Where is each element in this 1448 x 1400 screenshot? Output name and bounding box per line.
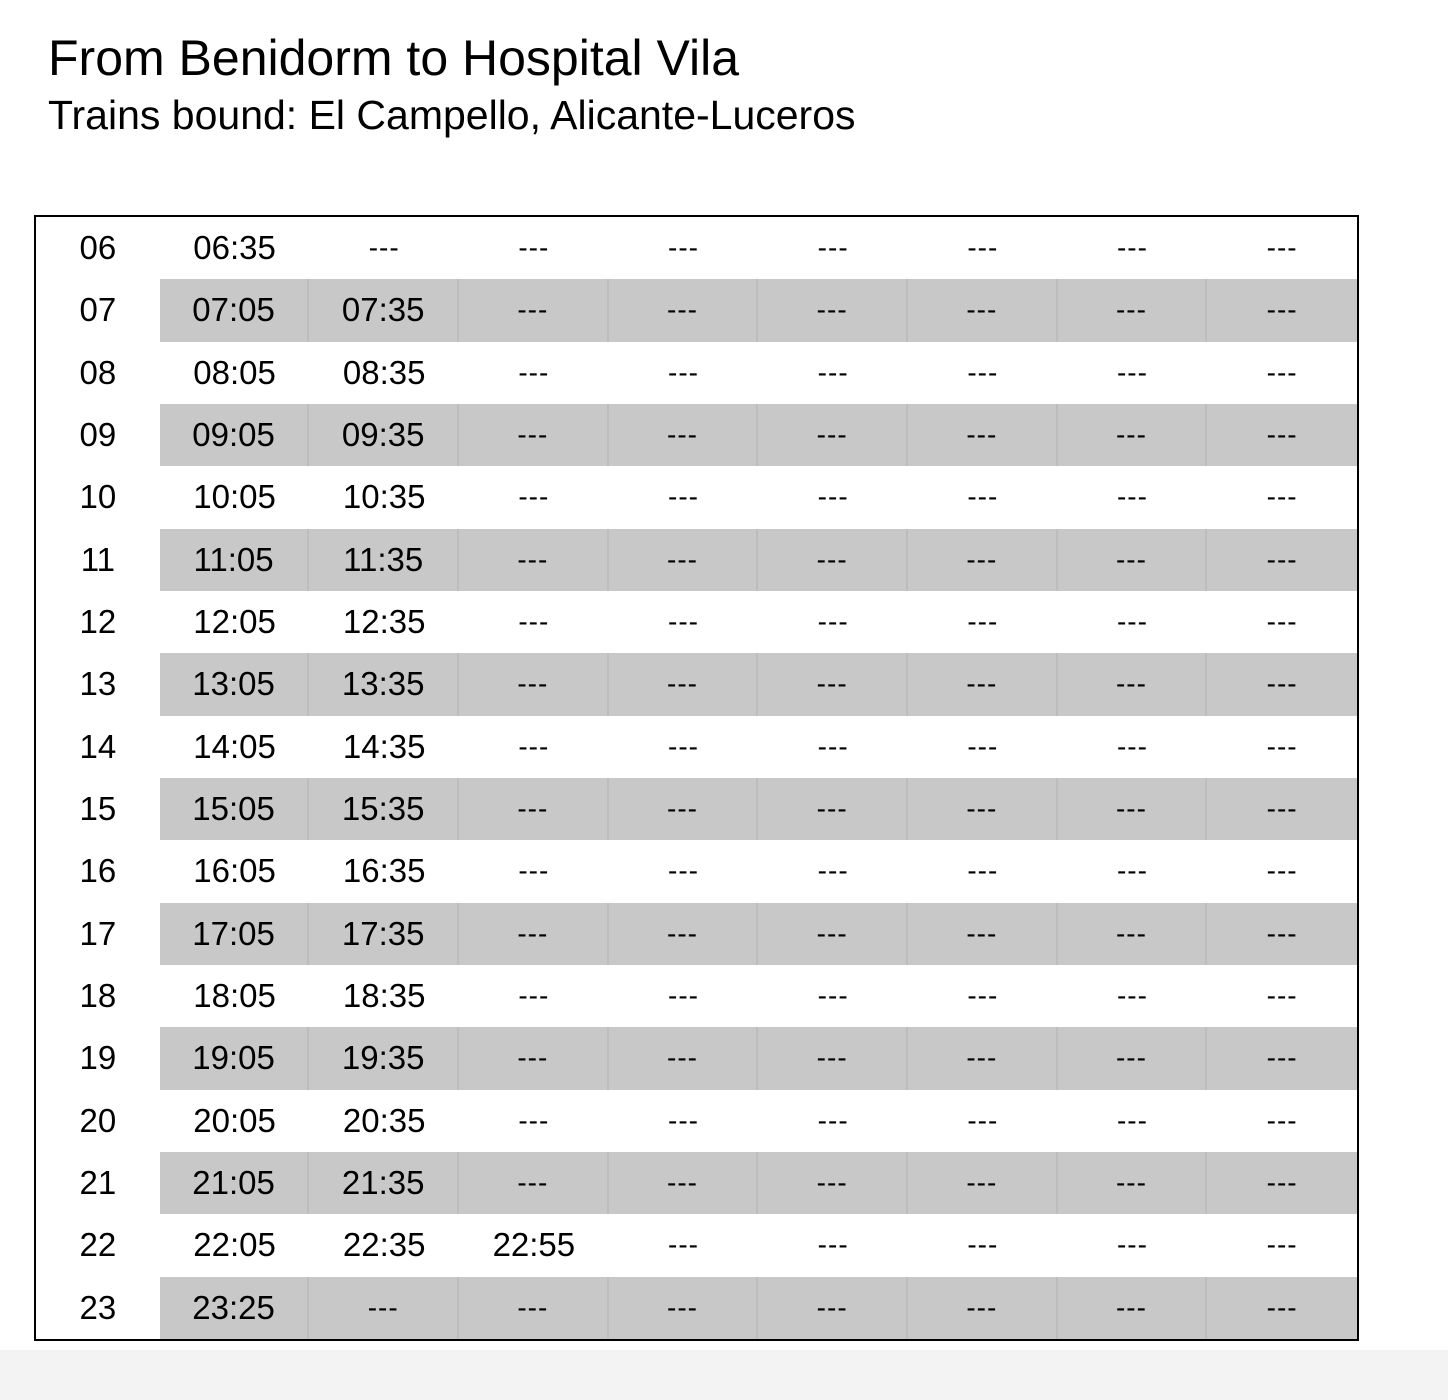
empty-time-cell: --- bbox=[1207, 404, 1357, 466]
empty-time-cell: --- bbox=[609, 778, 759, 840]
empty-time-cell: --- bbox=[668, 232, 699, 264]
departure-time-cell: 14:35 bbox=[342, 727, 426, 765]
empty-time-cell: --- bbox=[908, 279, 1058, 341]
empty-time-cell: --- bbox=[817, 855, 849, 887]
empty-time-cell: --- bbox=[1207, 529, 1357, 591]
page-subtitle: Trains bound: El Campello, Alicante-Luceros bbox=[48, 92, 856, 138]
table-row bbox=[36, 903, 1357, 965]
empty-time-cell: --- bbox=[1266, 232, 1298, 264]
departure-time-cell: 14:05 bbox=[193, 727, 276, 765]
departure-time-cell: 11:05 bbox=[160, 529, 310, 591]
departure-time-cell: 23:25 bbox=[160, 1277, 310, 1339]
departure-time-cell: 17:35 bbox=[309, 903, 459, 965]
empty-time-cell: --- bbox=[817, 980, 849, 1012]
departure-time-cell: 10:35 bbox=[342, 478, 426, 516]
empty-time-cell: --- bbox=[1058, 529, 1208, 591]
empty-time-cell: --- bbox=[908, 903, 1058, 965]
table-row bbox=[36, 591, 1357, 653]
hour-cell: 07 bbox=[79, 291, 117, 329]
empty-time-cell: --- bbox=[518, 730, 550, 762]
hour-cell: 16 bbox=[79, 852, 117, 890]
empty-time-cell: --- bbox=[817, 356, 849, 388]
departure-time-cell: 07:05 bbox=[160, 279, 310, 341]
empty-time-cell: --- bbox=[1266, 730, 1298, 762]
departure-time-cell: 15:05 bbox=[160, 778, 310, 840]
departure-time-cell: 20:05 bbox=[193, 1101, 276, 1139]
departure-time-cell: 12:35 bbox=[342, 603, 426, 641]
empty-time-cell: --- bbox=[459, 1152, 609, 1214]
empty-time-cell: --- bbox=[967, 730, 999, 762]
empty-time-cell: --- bbox=[459, 653, 609, 715]
hour-cell: 13 bbox=[79, 665, 117, 703]
hour-cell: 12 bbox=[79, 603, 117, 641]
departure-time-cell: 22:05 bbox=[193, 1226, 276, 1264]
empty-time-cell: --- bbox=[1207, 279, 1357, 341]
departure-time-cell: 21:35 bbox=[309, 1152, 459, 1214]
empty-time-cell: --- bbox=[1058, 1277, 1208, 1339]
empty-time-cell: --- bbox=[518, 855, 550, 887]
empty-time-cell: --- bbox=[1207, 778, 1357, 840]
empty-time-cell: --- bbox=[817, 1229, 849, 1261]
empty-time-cell: --- bbox=[1116, 980, 1148, 1012]
empty-time-cell: --- bbox=[1058, 778, 1208, 840]
empty-time-cell: --- bbox=[967, 855, 999, 887]
empty-time-cell: --- bbox=[758, 404, 908, 466]
empty-time-cell: --- bbox=[967, 606, 999, 638]
empty-time-cell: --- bbox=[459, 404, 609, 466]
departure-time-cell: 16:05 bbox=[193, 852, 276, 890]
empty-time-cell: --- bbox=[459, 279, 609, 341]
empty-time-cell: --- bbox=[758, 1152, 908, 1214]
empty-time-cell: --- bbox=[817, 232, 849, 264]
hour-cell: 23 bbox=[79, 1288, 117, 1326]
empty-time-cell: --- bbox=[817, 606, 849, 638]
empty-time-cell: --- bbox=[1116, 1229, 1148, 1261]
departure-time-cell: 21:05 bbox=[160, 1152, 310, 1214]
empty-time-cell: --- bbox=[817, 1104, 849, 1136]
empty-time-cell: --- bbox=[1266, 481, 1298, 513]
empty-time-cell: --- bbox=[908, 778, 1058, 840]
departure-time-cell: 16:35 bbox=[342, 852, 426, 890]
empty-time-cell: --- bbox=[967, 1229, 999, 1261]
empty-time-cell: --- bbox=[668, 855, 699, 887]
empty-time-cell: --- bbox=[518, 606, 550, 638]
empty-time-cell: --- bbox=[609, 653, 759, 715]
empty-time-cell: --- bbox=[908, 1277, 1058, 1339]
empty-time-cell: --- bbox=[967, 481, 999, 513]
hour-cell: 20 bbox=[79, 1101, 117, 1139]
empty-time-cell: --- bbox=[967, 232, 999, 264]
table-row bbox=[36, 342, 1357, 404]
table-row bbox=[36, 965, 1357, 1027]
empty-time-cell: --- bbox=[908, 1152, 1058, 1214]
empty-time-cell: --- bbox=[1116, 606, 1148, 638]
empty-time-cell: --- bbox=[518, 232, 550, 264]
empty-time-cell: --- bbox=[1058, 404, 1208, 466]
empty-time-cell: --- bbox=[1116, 1104, 1148, 1136]
empty-time-cell: --- bbox=[609, 404, 759, 466]
table-row bbox=[36, 279, 1357, 341]
departure-time-cell: 18:05 bbox=[193, 977, 276, 1015]
hour-cell: 21 bbox=[79, 1164, 117, 1202]
departure-time-cell: 13:05 bbox=[160, 653, 310, 715]
empty-time-cell: --- bbox=[609, 529, 759, 591]
empty-time-cell: --- bbox=[1058, 903, 1208, 965]
table-row bbox=[36, 778, 1357, 840]
table-row bbox=[36, 466, 1357, 528]
hour-cell: 10 bbox=[79, 478, 117, 516]
table-row bbox=[36, 1152, 1357, 1214]
table-row bbox=[36, 1027, 1357, 1089]
empty-time-cell: --- bbox=[1116, 481, 1148, 513]
departure-time-cell: 17:05 bbox=[160, 903, 310, 965]
empty-time-cell: --- bbox=[908, 404, 1058, 466]
departure-time-cell: 10:05 bbox=[193, 478, 276, 516]
table-row bbox=[36, 404, 1357, 466]
table-row bbox=[36, 529, 1357, 591]
departure-time-cell: 09:05 bbox=[160, 404, 310, 466]
table-row bbox=[36, 653, 1357, 715]
empty-time-cell: --- bbox=[1207, 903, 1357, 965]
table-row bbox=[36, 840, 1357, 902]
empty-time-cell: --- bbox=[1058, 1152, 1208, 1214]
empty-time-cell: --- bbox=[309, 1277, 459, 1339]
departure-time-cell: 09:35 bbox=[309, 404, 459, 466]
empty-time-cell: --- bbox=[668, 980, 699, 1012]
empty-time-cell: --- bbox=[459, 903, 609, 965]
empty-time-cell: --- bbox=[668, 481, 699, 513]
empty-time-cell: --- bbox=[758, 903, 908, 965]
hour-cell: 15 bbox=[79, 790, 117, 828]
hour-cell: 17 bbox=[79, 914, 117, 952]
departure-time-cell: 22:55 bbox=[492, 1226, 576, 1264]
departure-time-cell: 19:05 bbox=[160, 1027, 310, 1089]
table-row bbox=[36, 1090, 1357, 1152]
hour-cell: 08 bbox=[79, 353, 117, 391]
empty-time-cell: --- bbox=[1116, 730, 1148, 762]
departure-time-cell: 18:35 bbox=[342, 977, 426, 1015]
table-row bbox=[36, 716, 1357, 778]
empty-time-cell: --- bbox=[609, 1027, 759, 1089]
empty-time-cell: --- bbox=[1207, 1152, 1357, 1214]
empty-time-cell: --- bbox=[518, 1104, 550, 1136]
empty-time-cell: --- bbox=[908, 653, 1058, 715]
departure-time-cell: 06:35 bbox=[193, 229, 276, 267]
empty-time-cell: --- bbox=[758, 778, 908, 840]
empty-time-cell: --- bbox=[967, 1104, 999, 1136]
hour-cell: 19 bbox=[79, 1039, 117, 1077]
empty-time-cell: --- bbox=[518, 980, 550, 1012]
empty-time-cell: --- bbox=[908, 1027, 1058, 1089]
departure-time-cell: 12:05 bbox=[193, 603, 276, 641]
empty-time-cell: --- bbox=[1266, 855, 1298, 887]
empty-time-cell: --- bbox=[459, 1027, 609, 1089]
hour-cell: 14 bbox=[79, 727, 117, 765]
empty-time-cell: --- bbox=[817, 481, 849, 513]
empty-time-cell: --- bbox=[1266, 1104, 1298, 1136]
empty-time-cell: --- bbox=[758, 529, 908, 591]
empty-time-cell: --- bbox=[609, 1277, 759, 1339]
empty-time-cell: --- bbox=[1058, 279, 1208, 341]
empty-time-cell: --- bbox=[609, 1152, 759, 1214]
empty-time-cell: --- bbox=[1207, 1277, 1357, 1339]
empty-time-cell: --- bbox=[1058, 653, 1208, 715]
empty-time-cell: --- bbox=[459, 1277, 609, 1339]
page-footer-strip bbox=[0, 1350, 1448, 1400]
empty-time-cell: --- bbox=[967, 980, 999, 1012]
empty-time-cell: --- bbox=[1116, 356, 1148, 388]
empty-time-cell: --- bbox=[668, 730, 699, 762]
hour-cell: 11 bbox=[80, 540, 115, 578]
empty-time-cell: --- bbox=[518, 356, 550, 388]
empty-time-cell: --- bbox=[817, 730, 849, 762]
empty-time-cell: --- bbox=[758, 1027, 908, 1089]
empty-time-cell: --- bbox=[1266, 980, 1298, 1012]
empty-time-cell: --- bbox=[668, 1104, 699, 1136]
departure-time-cell: 08:35 bbox=[342, 353, 426, 391]
empty-time-cell: --- bbox=[758, 279, 908, 341]
hour-cell: 18 bbox=[79, 977, 117, 1015]
empty-time-cell: --- bbox=[668, 356, 699, 388]
empty-time-cell: --- bbox=[967, 356, 999, 388]
departure-time-cell: 13:35 bbox=[309, 653, 459, 715]
table-row bbox=[36, 1277, 1357, 1339]
empty-time-cell: --- bbox=[459, 529, 609, 591]
table-row bbox=[36, 217, 1357, 279]
timetable bbox=[34, 215, 1359, 1341]
empty-time-cell: --- bbox=[758, 1277, 908, 1339]
departure-time-cell: 11:35 bbox=[309, 529, 459, 591]
hour-cell: 22 bbox=[79, 1226, 117, 1264]
empty-time-cell: --- bbox=[668, 606, 699, 638]
departure-time-cell: 08:05 bbox=[193, 353, 276, 391]
empty-time-cell: --- bbox=[758, 653, 908, 715]
empty-time-cell: --- bbox=[668, 1229, 699, 1261]
empty-time-cell: --- bbox=[1266, 606, 1298, 638]
empty-time-cell: --- bbox=[908, 529, 1058, 591]
departure-time-cell: 07:35 bbox=[309, 279, 459, 341]
empty-time-cell: --- bbox=[368, 232, 400, 264]
hour-cell: 09 bbox=[79, 416, 117, 454]
empty-time-cell: --- bbox=[518, 481, 550, 513]
departure-time-cell: 15:35 bbox=[309, 778, 459, 840]
table-row bbox=[36, 1214, 1357, 1276]
page-title: From Benidorm to Hospital Vila bbox=[48, 30, 740, 86]
empty-time-cell: --- bbox=[1266, 356, 1298, 388]
empty-time-cell: --- bbox=[1207, 653, 1357, 715]
empty-time-cell: --- bbox=[1266, 1229, 1298, 1261]
departure-time-cell: 22:35 bbox=[342, 1226, 426, 1264]
empty-time-cell: --- bbox=[1058, 1027, 1208, 1089]
empty-time-cell: --- bbox=[609, 903, 759, 965]
hour-cell: 06 bbox=[79, 229, 117, 267]
empty-time-cell: --- bbox=[1116, 855, 1148, 887]
empty-time-cell: --- bbox=[1116, 232, 1148, 264]
empty-time-cell: --- bbox=[609, 279, 759, 341]
departure-time-cell: 20:35 bbox=[342, 1101, 426, 1139]
empty-time-cell: --- bbox=[1207, 1027, 1357, 1089]
departure-time-cell: 19:35 bbox=[309, 1027, 459, 1089]
empty-time-cell: --- bbox=[459, 778, 609, 840]
